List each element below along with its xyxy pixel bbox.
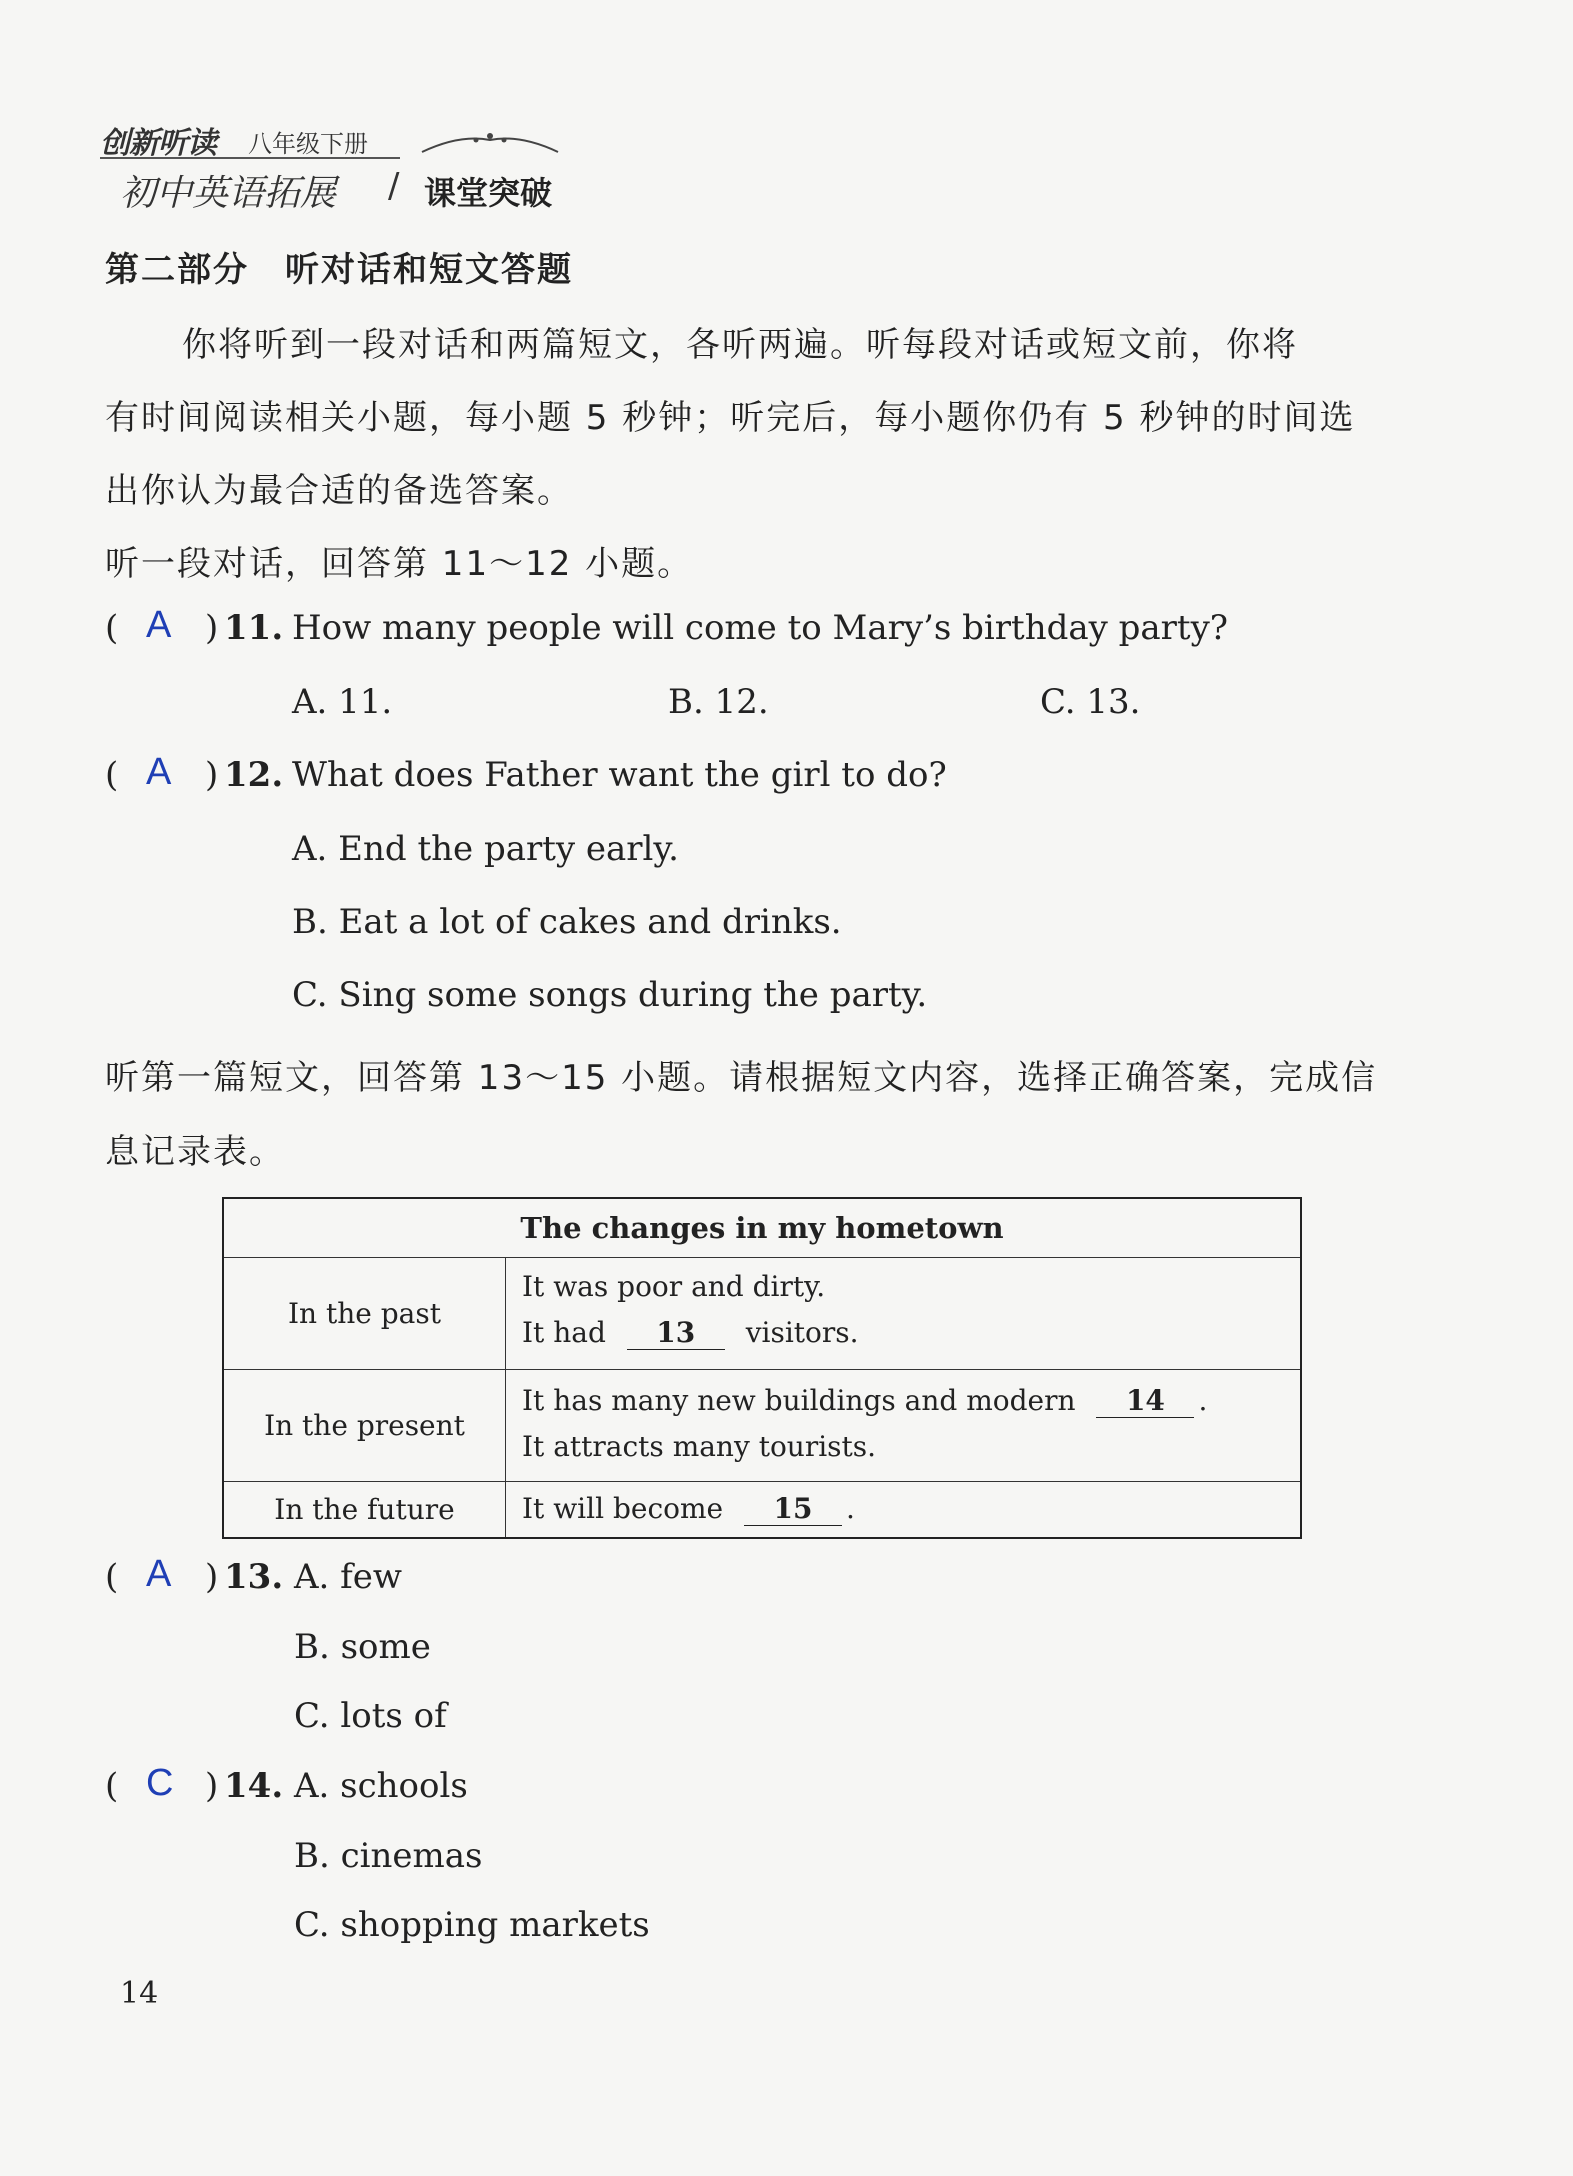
- option-b: B. some: [294, 1627, 431, 1667]
- part-title: 第二部分 听对话和短文答题: [105, 250, 573, 290]
- line-prefix: It has many new buildings and modern: [522, 1384, 1076, 1417]
- option-b: B. Eat a lot of cakes and drinks.: [292, 902, 842, 942]
- row-line-1: [522, 1492, 855, 1526]
- answer-bracket-close: ): [205, 608, 219, 648]
- question-number: 12.: [224, 755, 284, 795]
- option-b: B. 12.: [668, 682, 769, 722]
- question-number: 11.: [224, 608, 284, 648]
- option-a: A. schools: [294, 1766, 468, 1806]
- option-c: C. Sing some songs during the party.: [292, 975, 928, 1015]
- answer-bracket-close: ): [205, 1557, 219, 1597]
- blank-14: 14: [1096, 1384, 1194, 1418]
- answer-bracket-open: (: [105, 1766, 119, 1806]
- answer-13: A: [146, 1553, 172, 1595]
- option-a: A. 11.: [292, 682, 393, 722]
- header-rule: [100, 157, 400, 159]
- question-text: How many people will come to Mary’s birthday party?: [292, 608, 1229, 648]
- blank-15: 15: [744, 1492, 842, 1526]
- blank-13: 13: [627, 1316, 725, 1350]
- option-c: C. 13.: [1040, 682, 1141, 722]
- instruction-line-3: 出你认为最合适的备选答案。: [105, 471, 573, 511]
- answer-14: C: [146, 1762, 174, 1804]
- answer-bracket-open: (: [105, 755, 119, 795]
- header-separator: /: [388, 166, 400, 206]
- question-text: What does Father want the girl to do?: [292, 755, 947, 795]
- line-suffix: visitors.: [745, 1316, 859, 1349]
- instruction-line-2: 有时间阅读相关小题，每小题 5 秒钟；听完后，每小题你仍有 5 秒钟的时间选: [105, 398, 1356, 438]
- row-line-1: It was poor and dirty.: [522, 1270, 826, 1303]
- row-label: In the present: [224, 1370, 506, 1481]
- question-number: 14.: [224, 1766, 284, 1806]
- dialogue-intro: 听一段对话，回答第 11～12 小题。: [105, 544, 694, 584]
- passage1-intro-line-1: 听第一篇短文，回答第 13～15 小题。请根据短文内容，选择正确答案，完成信: [105, 1058, 1378, 1098]
- option-a: A. few: [294, 1557, 402, 1597]
- row-label: In the future: [224, 1482, 506, 1537]
- answer-bracket-open: (: [105, 1557, 119, 1597]
- table-row-future: [224, 1481, 1300, 1537]
- line-suffix: .: [846, 1492, 855, 1525]
- info-record-table: [222, 1197, 1302, 1539]
- passage1-intro-line-2: 息记录表。: [105, 1132, 285, 1172]
- grade-label: 八年级下册: [248, 130, 368, 158]
- answer-12: A: [146, 751, 172, 793]
- row-line-2: It attracts many tourists.: [522, 1430, 877, 1463]
- option-a: A. End the party early.: [292, 829, 679, 869]
- answer-bracket-close: ): [205, 1766, 219, 1806]
- row-label: In the past: [224, 1258, 506, 1369]
- page-number: 14: [120, 1976, 159, 2011]
- book-subtitle: 初中英语拓展: [120, 173, 337, 214]
- option-b: B. cinemas: [294, 1836, 483, 1876]
- instruction-line-1: 你将听到一段对话和两篇短文，各听两遍。听每段对话或短文前，你将: [182, 325, 1298, 365]
- row-line-1: [522, 1384, 1207, 1418]
- question-number: 13.: [224, 1557, 284, 1597]
- table-title: The changes in my hometown: [520, 1211, 1004, 1245]
- header-ornament-icon: [420, 128, 560, 158]
- series-logo: 创新听读: [100, 126, 216, 161]
- line-suffix: .: [1198, 1384, 1208, 1417]
- option-c: C. lots of: [294, 1696, 447, 1736]
- section-title: 课堂突破: [424, 174, 553, 212]
- option-c: C. shopping markets: [294, 1905, 650, 1945]
- line-prefix: It had: [522, 1316, 606, 1349]
- line-prefix: It will become: [522, 1492, 724, 1525]
- table-row-past: [224, 1257, 1300, 1369]
- answer-bracket-open: (: [105, 608, 119, 648]
- answer-bracket-close: ): [205, 755, 219, 795]
- answer-11: A: [146, 604, 172, 646]
- table-row-present: [224, 1369, 1300, 1481]
- row-line-2: [522, 1316, 859, 1350]
